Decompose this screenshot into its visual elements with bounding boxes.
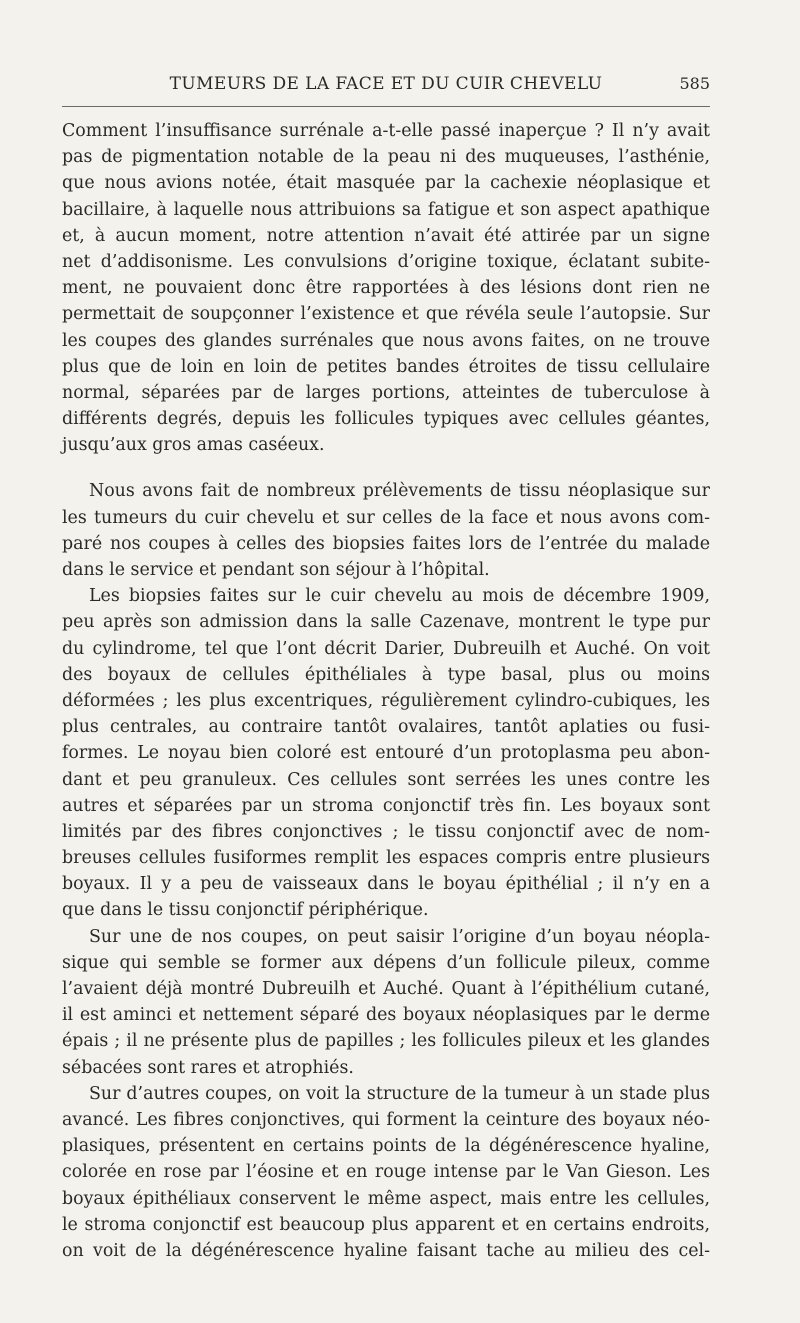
text-line: net d’addisonisme. Les convulsions d’origine toxique, éclatant subite- — [62, 251, 710, 272]
page-header — [62, 70, 710, 96]
text-line: paré nos coupes à celles des biopsies faites lors de l’entrée du malade — [62, 533, 710, 554]
text-line: avancé. Les fibres conjonctives, qui forment la ceinture des boyaux néo- — [62, 1109, 710, 1130]
text-line: que nous avions notée, était masquée par la cachexie néoplasique et — [62, 173, 710, 194]
text-line: limités par des fibres conjonctives ; le tissu conjonctif avec de nom- — [62, 821, 710, 842]
text-line: Sur d’autres coupes, on voit la structure de la tumeur à un stade plus — [89, 1083, 710, 1104]
text-line: Comment l’insuffisance surrénale a-t-elle passé inaperçue ? Il n’y avait — [62, 121, 710, 141]
text-line: l’avaient déjà montré Dubreuilh et Auché. Quant à l’épithélium cutané, — [62, 979, 710, 999]
text-line: plus que de loin en loin de petites bandes étroites de tissu cellulaire — [62, 356, 710, 377]
text-line: déformées ; les plus excentriques, régulièrement cylindro-cubiques, les — [62, 690, 710, 711]
text-line: pas de pigmentation notable de la peau ni des muqueuses, l’asthénie, — [62, 147, 710, 168]
text-line: colorée en rose par l’éosine et en rouge intense par le Van Gieson. Les — [62, 1162, 710, 1183]
text-line: autres et séparées par un stroma conjonctif très fin. Les boyaux sont — [62, 795, 710, 816]
page-number: 585 — [679, 74, 710, 93]
text-line: sique qui semble se former aux dépens d’un follicule pileux, comme — [62, 952, 710, 973]
text-line: et, à aucun moment, notre attention n’avait été attirée par un signe — [62, 225, 710, 246]
running-title: TUMEURS DE LA FACE ET DU CUIR CHEVELU — [169, 74, 603, 94]
text-line: permettait de soupçonner l’existence et que révéla seule l’autopsie. Sur — [62, 304, 710, 325]
text-line: normal, séparées par de larges portions, atteintes de tuberculose à — [62, 382, 710, 403]
text-line: plasiques, présentent en certains points de la dégénérescence hyaline, — [62, 1136, 710, 1157]
text-line: il est aminci et nettement séparé des boyaux néoplasiques par le derme — [62, 1005, 710, 1026]
text-line: boyaux épithéliaux conservent le même aspect, mais entre les cellules, — [62, 1188, 710, 1209]
text-line: plus centrales, au contraire tantôt ovalaires, tantôt aplaties ou fusi- — [62, 717, 710, 738]
text-line: Sur une de nos coupes, on peut saisir l’origine d’un boyau néopla- — [89, 926, 710, 947]
text-line: les coupes des glandes surrénales que nous avons faites, on ne trouve — [62, 330, 710, 351]
paragraph-3 — [62, 583, 710, 923]
paragraph-4 — [62, 924, 710, 1081]
text-line: des boyaux de cellules épithéliales à type basal, plus ou moins — [62, 664, 710, 685]
text-line: Les biopsies faites sur le cuir chevelu au mois de décembre 1909, — [89, 586, 710, 607]
text-line: le stroma conjonctif est beaucoup plus apparent et en certains endroits, — [62, 1214, 710, 1235]
text-line: Nous avons fait de nombreux prélèvements de tissu néoplasique sur — [89, 481, 710, 502]
text-line: breuses cellules fusiformes remplit les espaces compris entre plusieurs — [62, 848, 710, 869]
text-line: que dans le tissu conjonctif périphérique. — [62, 900, 429, 921]
paragraph-2 — [62, 478, 710, 583]
text-line: on voit de la dégénérescence hyaline faisant tache au milieu des cel- — [62, 1240, 710, 1261]
section-gap — [62, 458, 710, 478]
text-line: formes. Le noyau bien coloré est entouré d’un protoplasma peu abon- — [62, 743, 710, 764]
text-line: jusqu’aux gros amas caséeux. — [62, 435, 325, 456]
text-line: ment, ne pouvaient donc être rapportées à des lésions dont rien ne — [62, 278, 710, 299]
text-line: épais ; il ne présente plus de papilles ; les follicules pileux et les glandes — [62, 1031, 710, 1052]
text-line: les tumeurs du cuir chevelu et sur celles de la face et nous avons com- — [62, 507, 710, 528]
text-line: sébacées sont rares et atrophiés. — [62, 1057, 354, 1078]
text-line: du cylindrome, tel que l’ont décrit Darier, Dubreuilh et Auché. On voit — [62, 638, 710, 659]
text-line: dans le service et pendant son séjour à l’hôpital. — [62, 560, 490, 580]
text-line: différents degrés, depuis les follicules typiques avec cellules géantes, — [62, 409, 710, 430]
text-line: peu après son admission dans la salle Cazenave, montrent le type pur — [62, 612, 710, 633]
paragraph-1 — [62, 118, 710, 458]
text-line: boyaux. Il y a peu de vaisseaux dans le boyau épithélial ; il n’y en a — [62, 874, 710, 895]
text-line: bacillaire, à laquelle nous attribuions sa fatigue et son aspect apathique — [62, 199, 710, 220]
paragraph-5 — [62, 1081, 710, 1264]
header-rule — [62, 106, 710, 107]
text-line: dant et peu granuleux. Ces cellules sont serrées les unes contre les — [62, 769, 710, 790]
body-text — [62, 118, 710, 1264]
